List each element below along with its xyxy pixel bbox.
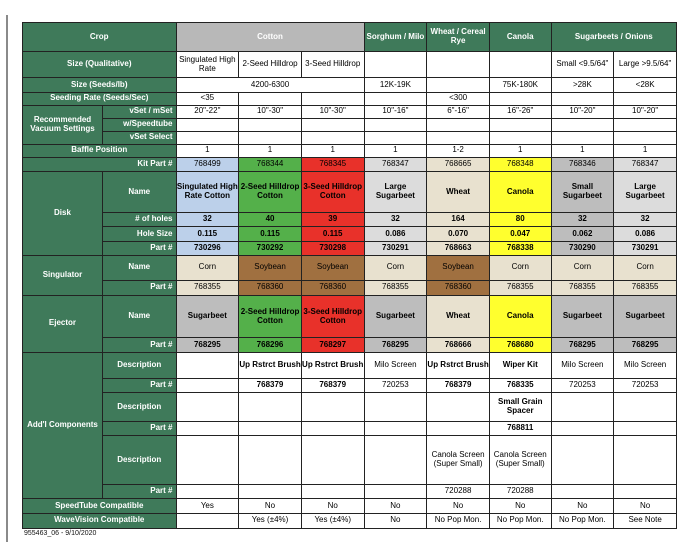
ejector-name-cell: Sugarbeet bbox=[614, 296, 677, 338]
wavevision-cell: No Pop Mon. bbox=[427, 513, 490, 528]
ejector-part-cell: 768666 bbox=[427, 338, 490, 352]
hole-size-cell: 0.047 bbox=[489, 227, 551, 241]
hole-size-cell: 0.086 bbox=[364, 227, 427, 241]
disk-name-cell: Small Sugarbeet bbox=[551, 172, 614, 213]
wavevision-cell: See Note bbox=[614, 513, 677, 528]
singulator-name-label: Name bbox=[102, 255, 176, 280]
addl-desc-cell bbox=[176, 352, 239, 378]
addl-description-label: Description bbox=[102, 392, 176, 421]
document-footer: 955463_06 - 9/10/2020 bbox=[24, 530, 97, 537]
holes-cell: 32 bbox=[614, 213, 677, 227]
holes-cell: 32 bbox=[551, 213, 614, 227]
disk-name-cell: Canola bbox=[489, 172, 551, 213]
hole-size-label: Hole Size bbox=[102, 227, 176, 241]
holes-cell: 164 bbox=[427, 213, 490, 227]
ejector-part-cell: 768680 bbox=[489, 338, 551, 352]
addl-description-label: Description bbox=[102, 352, 176, 378]
speedtube-cell: No bbox=[364, 499, 427, 513]
sorghum-milo-header: Sorghum / Milo bbox=[364, 23, 427, 52]
disk-name-cell: Singulated High Rate Cotton bbox=[176, 172, 239, 213]
seeding-rate-label: Seeding Rate (Seeds/Sec) bbox=[23, 92, 177, 105]
addl-desc-cell: Milo Screen bbox=[614, 352, 677, 378]
addl-part-label: Part # bbox=[102, 422, 176, 436]
speedtube-label: w/Speedtube bbox=[102, 118, 176, 131]
vset-cell: 10"-16" bbox=[364, 105, 427, 118]
disk-part-label: Part # bbox=[102, 241, 176, 255]
vset-cell: 6"-16" bbox=[427, 105, 490, 118]
addl-part-cell: 768379 bbox=[427, 378, 490, 392]
singulator-part-cell: 768355 bbox=[551, 280, 614, 295]
addl-part-cell bbox=[176, 378, 239, 392]
hole-size-cell: 0.115 bbox=[301, 227, 364, 241]
size-seeds-canola: 75K-180K bbox=[489, 78, 551, 92]
singulator-name-cell: Corn bbox=[551, 255, 614, 280]
crop-settings-table bbox=[22, 22, 677, 529]
addl-part-cell: 768379 bbox=[239, 378, 302, 392]
baffle-cell: 1 bbox=[614, 144, 677, 157]
size-qual-cell: Singulated High Rate bbox=[176, 52, 239, 78]
singulator-name-cell: Soybean bbox=[301, 255, 364, 280]
vset-cell: 10"-20" bbox=[614, 105, 677, 118]
size-seeds-lb-label: Size (Seeds/lb) bbox=[23, 78, 177, 92]
speedtube-cell: No bbox=[239, 499, 302, 513]
singulator-name-cell: Corn bbox=[489, 255, 551, 280]
holes-cell: 80 bbox=[489, 213, 551, 227]
ejector-part-cell: 768295 bbox=[614, 338, 677, 352]
singulator-name-cell: Soybean bbox=[239, 255, 302, 280]
baffle-cell: 1 bbox=[551, 144, 614, 157]
singulator-part-cell: 768355 bbox=[614, 280, 677, 295]
baffle-cell: 1 bbox=[176, 144, 239, 157]
hole-size-cell: 0.070 bbox=[427, 227, 490, 241]
kit-part-cell: 768347 bbox=[364, 157, 427, 171]
ejector-name-cell: 2-Seed Hilldrop Cotton bbox=[239, 296, 302, 338]
seeding-rate-cell: <300 bbox=[427, 92, 490, 105]
disk-name-label: Name bbox=[102, 172, 176, 213]
singulator-name-cell: Corn bbox=[364, 255, 427, 280]
addl-part3-canola: 720288 bbox=[489, 485, 551, 499]
disk-part-cell: 730291 bbox=[614, 241, 677, 255]
disk-part-cell: 730292 bbox=[239, 241, 302, 255]
addl-part-cell: 768379 bbox=[301, 378, 364, 392]
size-qual-cell: 3-Seed Hilldrop bbox=[301, 52, 364, 78]
holes-cell: 40 bbox=[239, 213, 302, 227]
size-qual-cell bbox=[427, 52, 490, 78]
kit-part-cell: 768665 bbox=[427, 157, 490, 171]
kit-part-cell: 768344 bbox=[239, 157, 302, 171]
disk-part-cell: 730290 bbox=[551, 241, 614, 255]
ejector-part-cell: 768295 bbox=[551, 338, 614, 352]
page-edge-rule bbox=[6, 15, 8, 542]
ejector-name-cell: Sugarbeet bbox=[364, 296, 427, 338]
disk-name-cell: Wheat bbox=[427, 172, 490, 213]
hole-size-cell: 0.062 bbox=[551, 227, 614, 241]
ejector-part-cell: 768295 bbox=[176, 338, 239, 352]
ejector-name-cell: Wheat bbox=[427, 296, 490, 338]
canola-header: Canola bbox=[489, 23, 551, 52]
wavevision-cell: No Pop Mon. bbox=[551, 513, 614, 528]
addl-part-cell: 720253 bbox=[551, 378, 614, 392]
vset-cell: 10"-30" bbox=[239, 105, 302, 118]
size-seeds-cotton: 4200-6300 bbox=[176, 78, 364, 92]
disk-part-cell: 768338 bbox=[489, 241, 551, 255]
addl-part-label: Part # bbox=[102, 378, 176, 392]
ejector-name-cell: Canola bbox=[489, 296, 551, 338]
size-qual-cell bbox=[364, 52, 427, 78]
singulator-part-cell: 768360 bbox=[239, 280, 302, 295]
ejector-name-cell: Sugarbeet bbox=[551, 296, 614, 338]
ejector-label: Ejector bbox=[23, 296, 103, 353]
size-qual-cell: 2-Seed Hilldrop bbox=[239, 52, 302, 78]
size-qual-cell bbox=[489, 52, 551, 78]
holes-cell: 32 bbox=[176, 213, 239, 227]
disk-part-cell: 730291 bbox=[364, 241, 427, 255]
baffle-cell: 1 bbox=[364, 144, 427, 157]
holes-cell: 39 bbox=[301, 213, 364, 227]
ejector-part-label: Part # bbox=[102, 338, 176, 352]
kit-part-label: Kit Part # bbox=[23, 157, 177, 171]
size-seeds-small: >28K bbox=[551, 78, 614, 92]
size-qual-cell: Large >9.5/64" bbox=[614, 52, 677, 78]
kit-part-cell: 768348 bbox=[489, 157, 551, 171]
wavevision-cell: No Pop Mon. bbox=[489, 513, 551, 528]
wheat-cereal-rye-header: Wheat / Cereal Rye bbox=[427, 23, 490, 52]
size-qual-cell: Small <9.5/64" bbox=[551, 52, 614, 78]
ejector-name-label: Name bbox=[102, 296, 176, 338]
num-holes-label: # of holes bbox=[102, 213, 176, 227]
addl-part-cell: 720253 bbox=[614, 378, 677, 392]
disk-part-cell: 730298 bbox=[301, 241, 364, 255]
addl-desc3-wheat: Canola Screen (Super Small) bbox=[427, 436, 490, 485]
kit-part-cell: 768347 bbox=[614, 157, 677, 171]
addl-desc3-canola: Canola Screen (Super Small) bbox=[489, 436, 551, 485]
disk-part-cell: 768663 bbox=[427, 241, 490, 255]
ejector-part-cell: 768295 bbox=[364, 338, 427, 352]
addl-part-label: Part # bbox=[102, 485, 176, 499]
speedtube-cell: No bbox=[427, 499, 490, 513]
addl-part3-wheat: 720288 bbox=[427, 485, 490, 499]
addl-desc2-canola: Small Grain Spacer bbox=[489, 392, 551, 421]
wavevision-cell: Yes (±4%) bbox=[301, 513, 364, 528]
kit-part-cell: 768499 bbox=[176, 157, 239, 171]
vset-cell: 10"-20" bbox=[551, 105, 614, 118]
size-qualitative-label: Size (Qualitative) bbox=[23, 52, 177, 78]
vset-cell: 20"-22" bbox=[176, 105, 239, 118]
singulator-part-cell: 768355 bbox=[176, 280, 239, 295]
speedtube-cell: No bbox=[489, 499, 551, 513]
singulator-part-cell: 768355 bbox=[364, 280, 427, 295]
baffle-cell: 1 bbox=[489, 144, 551, 157]
baffle-cell: 1 bbox=[239, 144, 302, 157]
cotton-header: Cotton bbox=[176, 23, 364, 52]
kit-part-cell: 768345 bbox=[301, 157, 364, 171]
seeding-rate-cell: <35 bbox=[176, 92, 239, 105]
disk-name-cell: Large Sugarbeet bbox=[614, 172, 677, 213]
disk-part-cell: 730296 bbox=[176, 241, 239, 255]
disk-name-cell: Large Sugarbeet bbox=[364, 172, 427, 213]
baffle-position-label: Baffle Position bbox=[23, 144, 177, 157]
size-seeds-sorghum: 12K-19K bbox=[364, 78, 427, 92]
baffle-cell: 1-2 bbox=[427, 144, 490, 157]
singulator-part-label: Part # bbox=[102, 280, 176, 295]
addl-desc-cell: Up Rstrct Brush bbox=[427, 352, 490, 378]
size-seeds-wheat bbox=[427, 78, 490, 92]
speedtube-cell: No bbox=[614, 499, 677, 513]
ejector-part-cell: 768296 bbox=[239, 338, 302, 352]
wavevision-cell: Yes (±4%) bbox=[239, 513, 302, 528]
vset-mset-label: vSet / mSet bbox=[102, 105, 176, 118]
singulator-part-cell: 768355 bbox=[489, 280, 551, 295]
speedtube-cell: Yes bbox=[176, 499, 239, 513]
addl-description-label: Description bbox=[102, 436, 176, 485]
singulator-name-cell: Corn bbox=[176, 255, 239, 280]
vset-cell: 16"-26" bbox=[489, 105, 551, 118]
addl-desc-cell: Up Rstrct Brush bbox=[301, 352, 364, 378]
singulator-name-cell: Soybean bbox=[427, 255, 490, 280]
singulator-label: Singulator bbox=[23, 255, 103, 295]
hole-size-cell: 0.115 bbox=[239, 227, 302, 241]
holes-cell: 32 bbox=[364, 213, 427, 227]
addl-components-label: Add'l Components bbox=[23, 352, 103, 499]
addl-desc-cell: Up Rstrct Brush bbox=[239, 352, 302, 378]
addl-desc-cell: Wiper Kit bbox=[489, 352, 551, 378]
speedtube-cell: No bbox=[301, 499, 364, 513]
singulator-part-cell: 768360 bbox=[427, 280, 490, 295]
hole-size-cell: 0.086 bbox=[614, 227, 677, 241]
ejector-name-cell: Sugarbeet bbox=[176, 296, 239, 338]
addl-desc-cell: Milo Screen bbox=[364, 352, 427, 378]
speedtube-compatible-label: SpeedTube Compatible bbox=[23, 499, 177, 513]
vset-select-label: vSet Select bbox=[102, 131, 176, 144]
disk-name-cell: 2-Seed Hilldrop Cotton bbox=[239, 172, 302, 213]
singulator-part-cell: 768360 bbox=[301, 280, 364, 295]
kit-part-cell: 768346 bbox=[551, 157, 614, 171]
addl-desc-cell: Milo Screen bbox=[551, 352, 614, 378]
speedtube-cell: No bbox=[551, 499, 614, 513]
sugarbeets-onions-header: Sugarbeets / Onions bbox=[551, 23, 676, 52]
crop-header: Crop bbox=[23, 23, 177, 52]
hole-size-cell: 0.115 bbox=[176, 227, 239, 241]
addl-part2-canola: 768811 bbox=[489, 422, 551, 436]
baffle-cell: 1 bbox=[301, 144, 364, 157]
disk-name-cell: 3-Seed Hilldrop Cotton bbox=[301, 172, 364, 213]
ejector-name-cell: 3-Seed Hilldrop Cotton bbox=[301, 296, 364, 338]
singulator-name-cell: Corn bbox=[614, 255, 677, 280]
wavevision-compatible-label: WaveVision Compatible bbox=[23, 513, 177, 528]
disk-label: Disk bbox=[23, 172, 103, 256]
ejector-part-cell: 768297 bbox=[301, 338, 364, 352]
addl-part-cell: 768335 bbox=[489, 378, 551, 392]
size-seeds-large: <28K bbox=[614, 78, 677, 92]
wavevision-cell: No bbox=[364, 513, 427, 528]
addl-part-cell: 720253 bbox=[364, 378, 427, 392]
recommended-vacuum-label: Recommended Vacuum Settings bbox=[23, 105, 103, 144]
wavevision-cell bbox=[176, 513, 239, 528]
vset-cell: 10"-30" bbox=[301, 105, 364, 118]
